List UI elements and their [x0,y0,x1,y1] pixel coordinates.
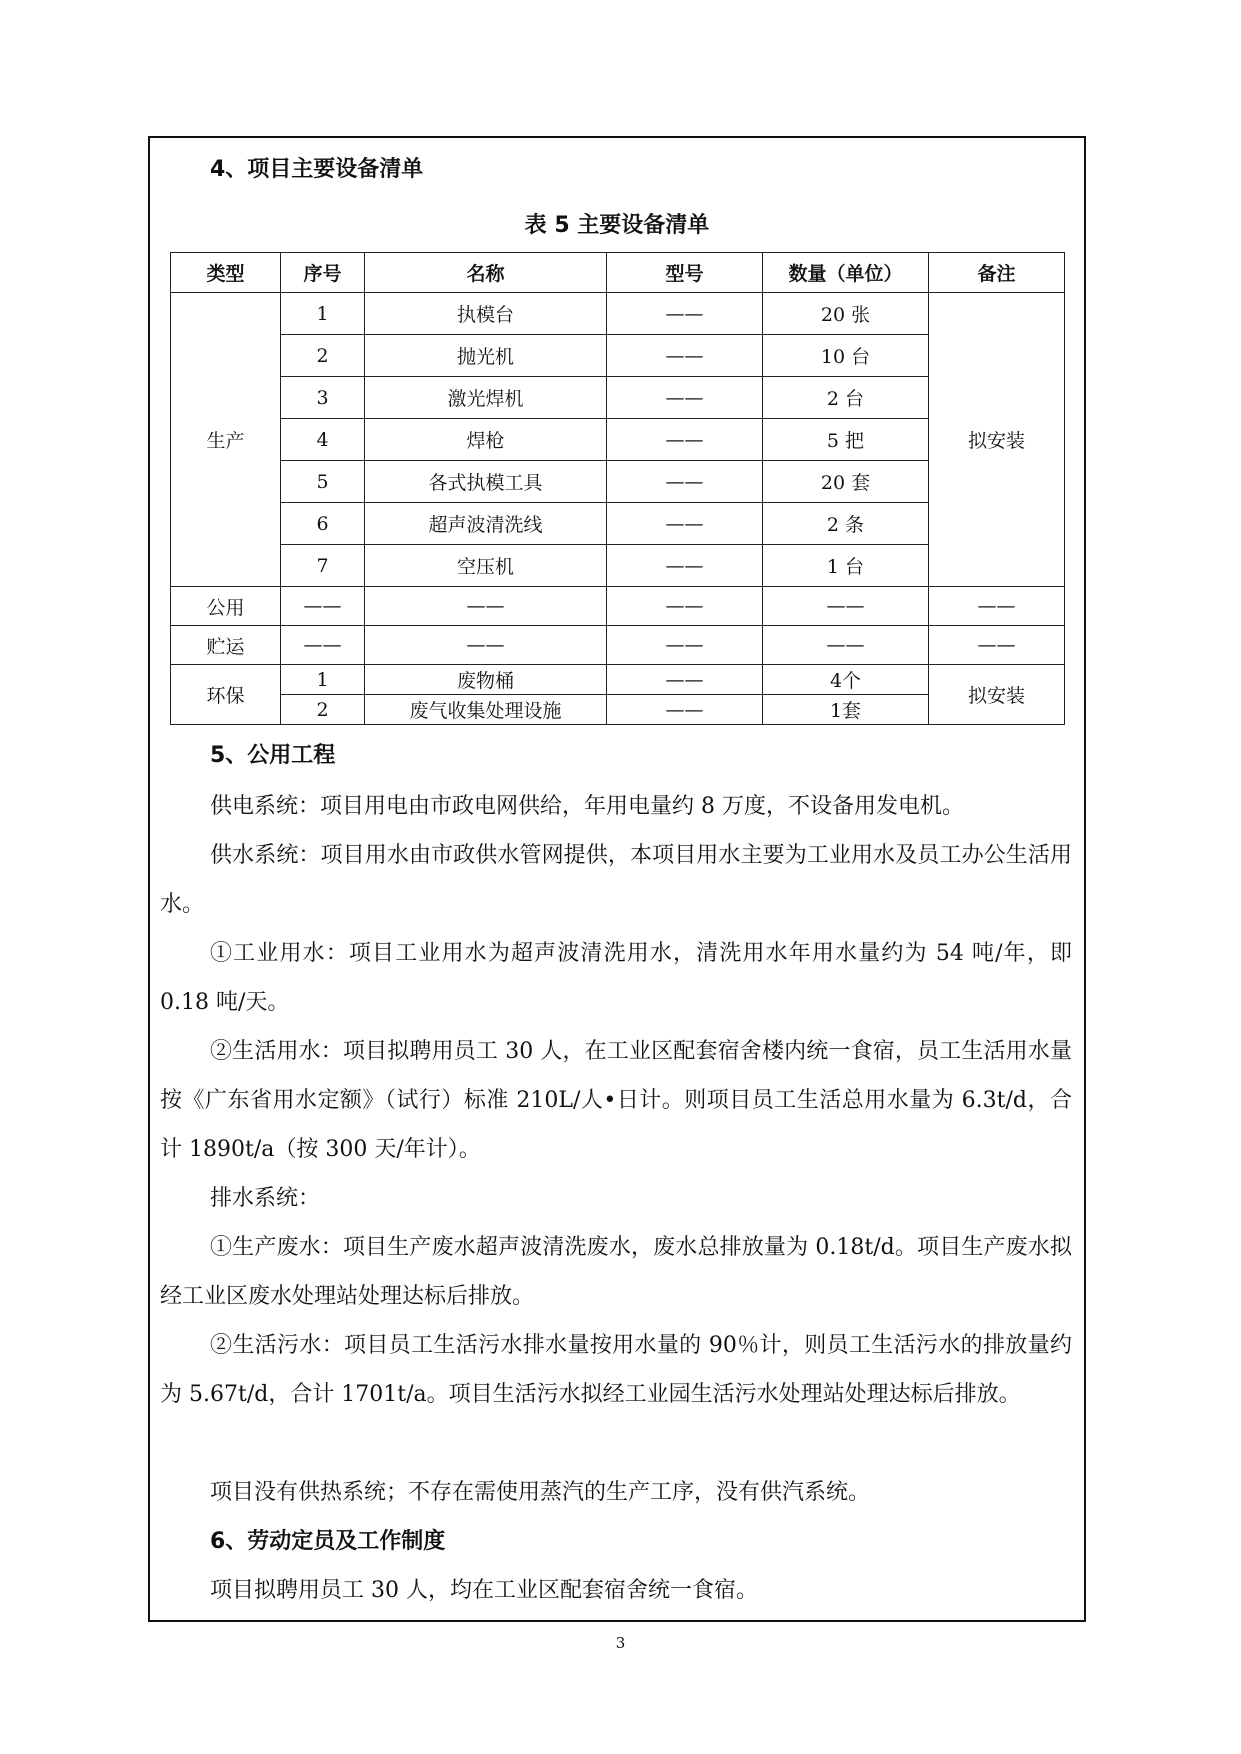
remark-cell: —— [929,626,1065,665]
domestic-water-paragraph: ②生活用水：项目拟聘用员工 30 人，在工业区配套宿舍楼内统一食宿，员工生活用水量按《广东省用水定额》（试行）标准 210L/人•日计。则项目员工生活总用水量为 6.3t/d，合计 1890t/a（按 300 天/年计）。 [160,1039,1072,1162]
remark-cell: 拟安装 [929,665,1065,725]
name-cell: —— [365,587,607,626]
header-type: 类型 [171,253,281,293]
no-cell: 5 [281,461,365,503]
header-quantity: 数量（单位） [763,253,929,293]
model-cell: —— [607,461,763,503]
model-cell: —— [607,419,763,461]
table-row [171,293,1065,335]
industrial-water-paragraph: ①工业用水：项目工业用水为超声波清洗用水，清洗用水年用水量约为 54 吨/年，即 0.18 吨/天。 [160,941,1072,1015]
name-cell: 执模台 [365,293,607,335]
staff-paragraph: 项目拟聘用员工 30 人，均在工业区配套宿舍统一食宿。 [210,1578,758,1603]
remark-cell: —— [929,587,1065,626]
power-supply-paragraph: 供电系统：项目用电由市政电网供给，年用电量约 8 万度，不设备用发电机。 [210,794,964,819]
category-cell: 生产 [171,293,281,587]
header-model: 型号 [607,253,763,293]
name-cell: 废物桶 [365,665,607,695]
model-cell: —— [607,377,763,419]
table-row [171,587,1065,626]
name-cell: 废气收集处理设施 [365,695,607,725]
name-cell: 空压机 [365,545,607,587]
qty-cell: 20 张 [763,293,929,335]
name-cell: 各式执模工具 [365,461,607,503]
name-cell: 抛光机 [365,335,607,377]
no-cell: 6 [281,503,365,545]
category-cell: 公用 [171,587,281,626]
drainage-paragraph: 排水系统： [210,1186,321,1211]
category-cell: 贮运 [171,626,281,665]
no-cell: 2 [281,695,365,725]
table-header-row [171,253,1065,293]
model-cell: —— [607,626,763,665]
header-name: 名称 [365,253,607,293]
qty-cell: 2 台 [763,377,929,419]
no-cell: 4 [281,419,365,461]
water-supply-paragraph: 供水系统：项目用水由市政供水管网提供，本项目用水主要为工业用水及员工办公生活用水。 [160,843,1072,917]
name-cell: 激光焊机 [365,377,607,419]
no-cell: 3 [281,377,365,419]
no-cell: 7 [281,545,365,587]
no-cell: 2 [281,335,365,377]
table-row [171,665,1065,695]
name-cell: 超声波清洗线 [365,503,607,545]
qty-cell: 20 套 [763,461,929,503]
qty-cell: —— [763,626,929,665]
qty-cell: 10 台 [763,335,929,377]
qty-cell: 4个 [763,665,929,695]
heating-paragraph: 项目没有供热系统；不存在需使用蒸汽的生产工序，没有供汽系统。 [210,1480,871,1505]
page-number: 3 [615,1634,626,1652]
model-cell: —— [607,665,763,695]
model-cell: —— [607,335,763,377]
model-cell: —— [607,695,763,725]
qty-cell: —— [763,587,929,626]
remark-cell: 拟安装 [929,293,1065,587]
model-cell: —— [607,503,763,545]
category-cell: 环保 [171,665,281,725]
no-cell: 1 [281,293,365,335]
qty-cell: 5 把 [763,419,929,461]
equipment-table [170,252,1065,725]
no-cell: 1 [281,665,365,695]
domestic-sewage-paragraph: ②生活污水：项目员工生活污水排水量按用水量的 90％计，则员工生活污水的排放量约为 5.67t/d，合计 1701t/a。项目生活污水拟经工业园生活污水处理站处理达标后排放。 [160,1333,1072,1407]
section-5-title: 5、公用工程 [210,743,336,768]
section-6-title: 6、劳动定员及工作制度 [210,1529,446,1554]
model-cell: —— [607,587,763,626]
no-cell: —— [281,587,365,626]
name-cell: 焊枪 [365,419,607,461]
name-cell: —— [365,626,607,665]
header-no: 序号 [281,253,365,293]
table-caption: 表 5 主要设备清单 [524,213,710,238]
qty-cell: 2 条 [763,503,929,545]
model-cell: —— [607,545,763,587]
qty-cell: 1套 [763,695,929,725]
qty-cell: 1 台 [763,545,929,587]
model-cell: —— [607,293,763,335]
header-remark: 备注 [929,253,1065,293]
table-row [171,626,1065,665]
no-cell: —— [281,626,365,665]
section-4-title: 4、项目主要设备清单 [210,157,424,182]
production-wastewater-paragraph: ①生产废水：项目生产废水超声波清洗废水，废水总排放量为 0.18t/d。项目生产废水拟经工业区废水处理站处理达标后排放。 [160,1235,1072,1309]
